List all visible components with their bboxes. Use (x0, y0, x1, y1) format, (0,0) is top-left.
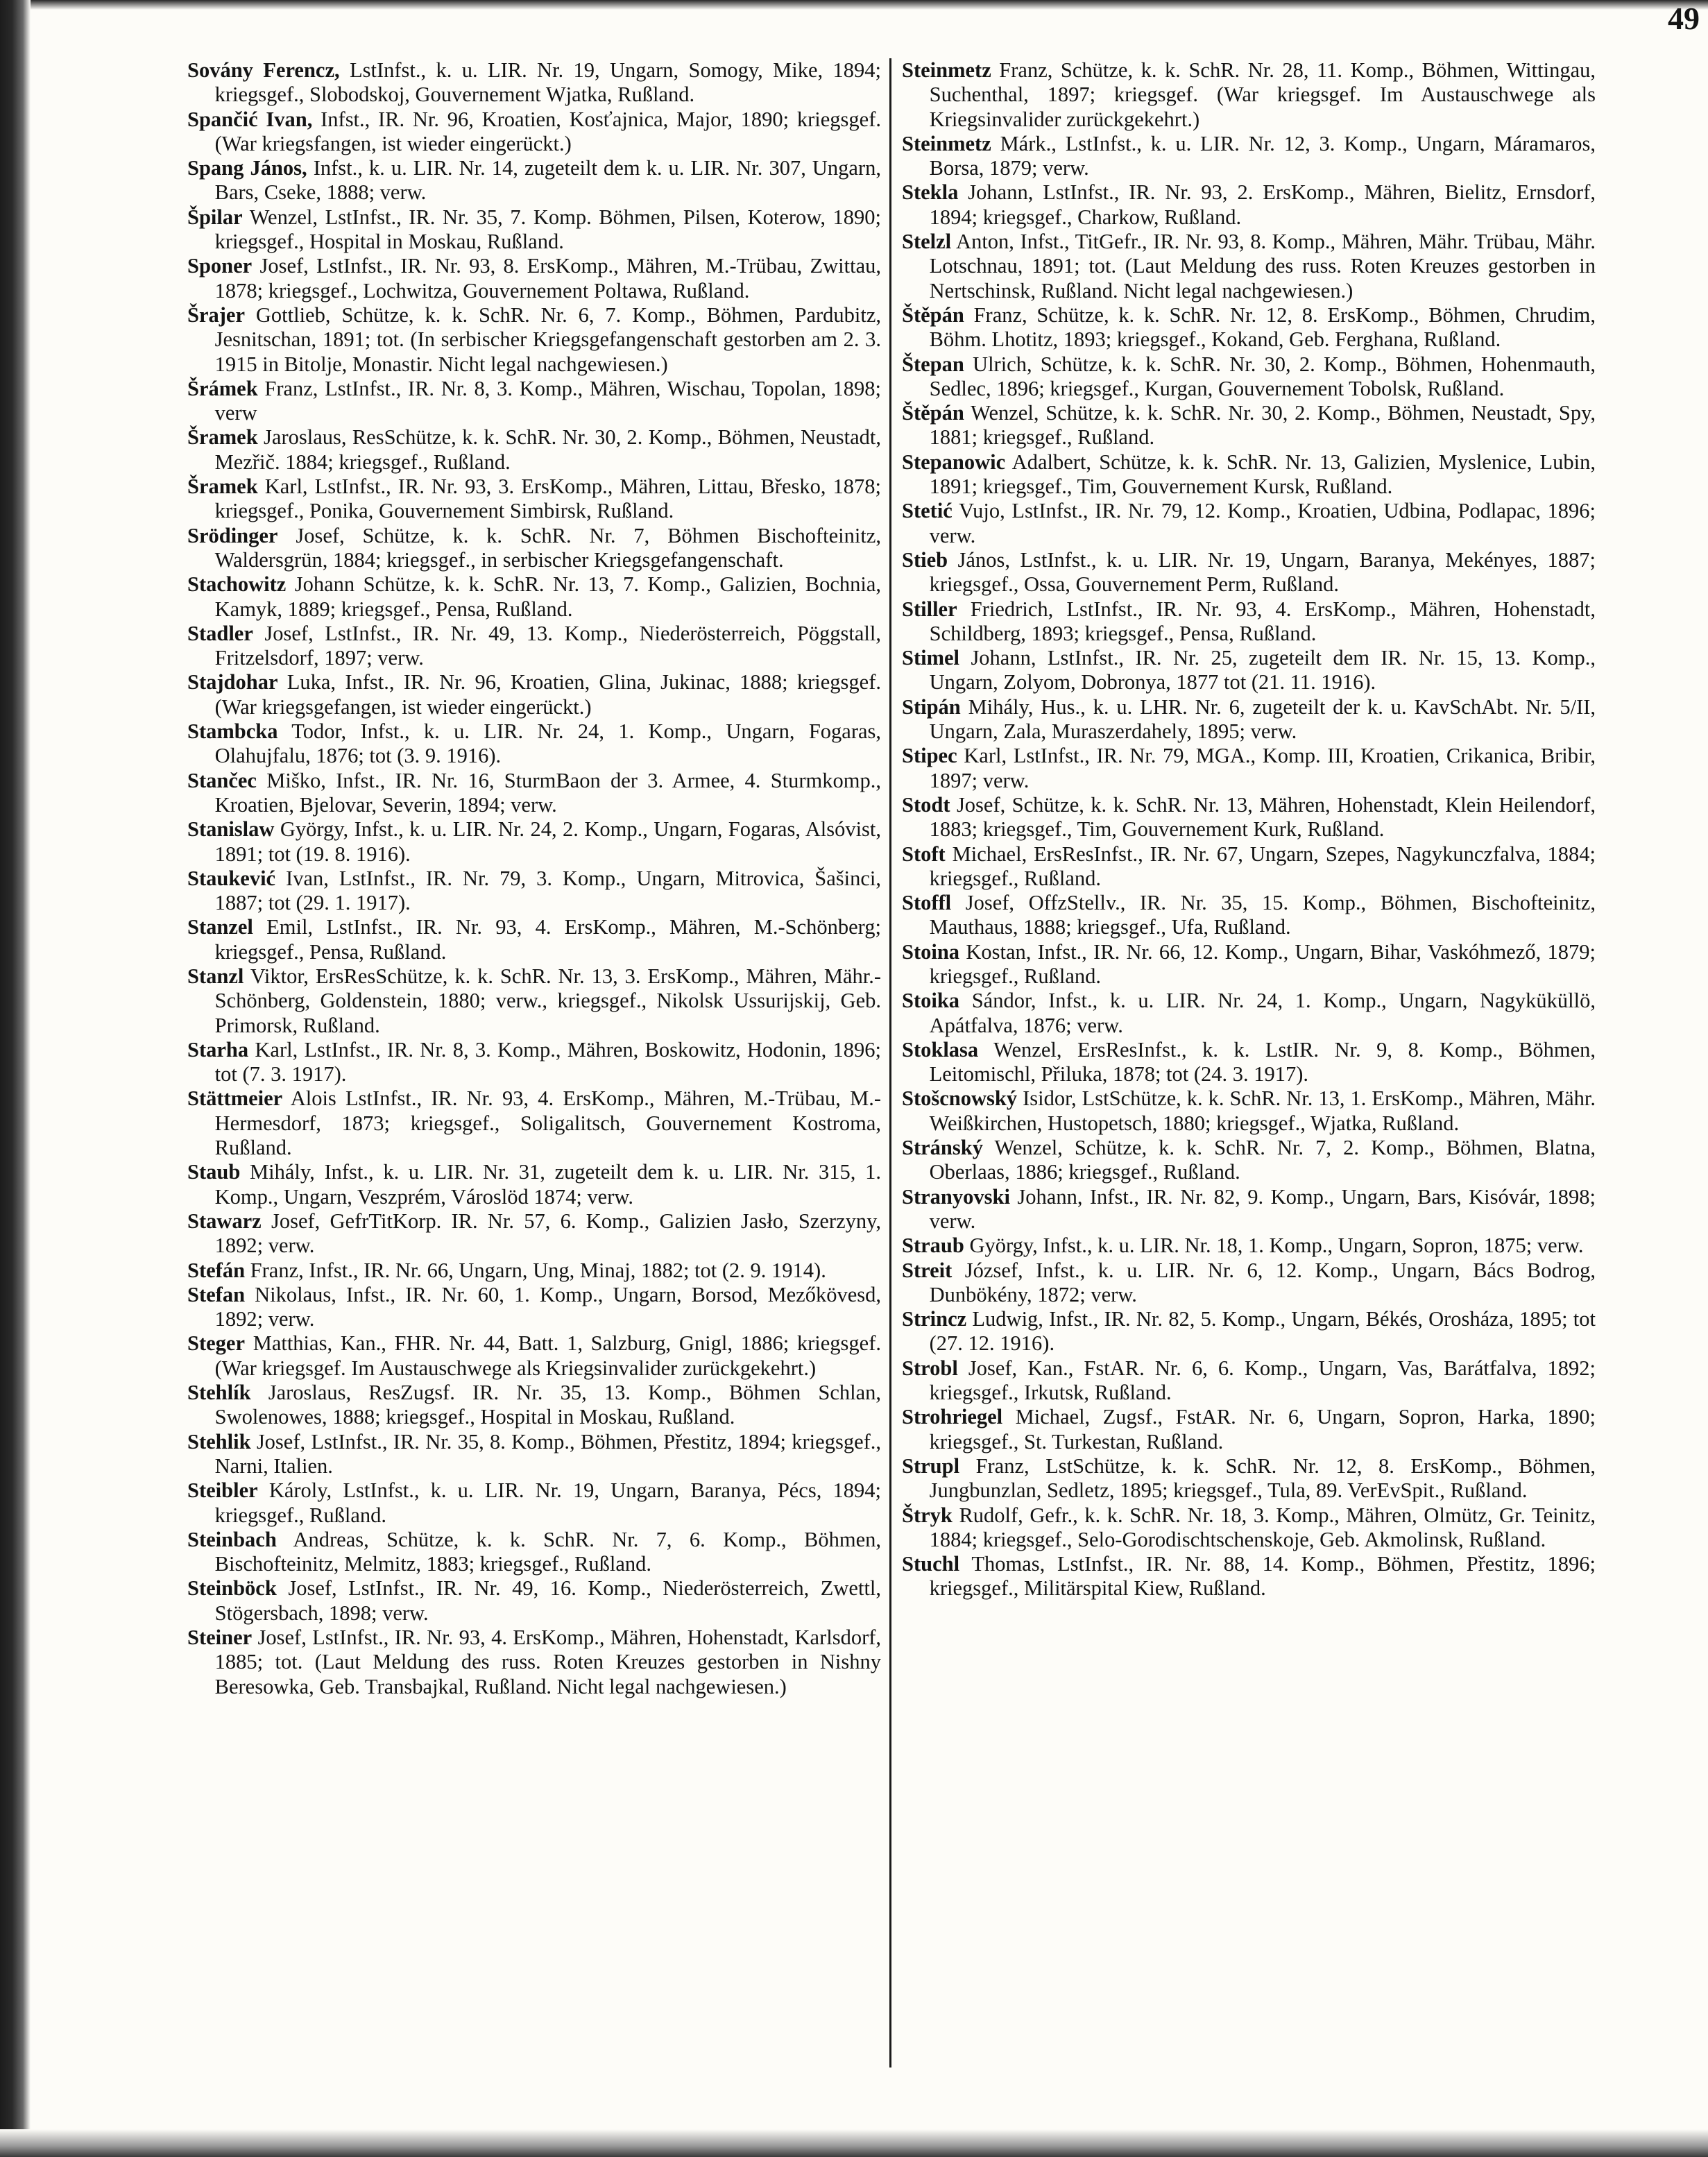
entry-details: Károly, LstInfst., k. u. LIR. Nr. 19, Ungarn, Baranya, Pécs, 1894; kriegsgef., Rußland. (214, 1478, 882, 1527)
entry-details: Ludwig, Infst., IR. Nr. 82, 5. Komp., Ungarn, Békés, Orosháza, 1895; tot (27. 12. 1916). (929, 1307, 1596, 1356)
entry-name: Stanzl (187, 964, 244, 988)
entry-name: Sponer (187, 254, 253, 278)
casualty-entry (902, 1552, 1596, 1601)
entry-name: Štěpán (902, 302, 964, 327)
entry-name: Stelzl (902, 230, 952, 254)
entry-details: Infst., IR. Nr. 96, Kroatien, Kosťajnica, Major, 1890; kriegsgef. (War kriegsfangen, ist wieder eingerückt.) (214, 107, 881, 155)
entry-details: Josef, Schütze, k. k. SchR. Nr. 13, Mähren, Hohenstadt, Klein Heilendorf, 1883; kriegsgef., Tim, Gouvernement Kurk, Rußland. (929, 792, 1596, 842)
entry-name: Steinmetz (902, 58, 991, 82)
entry-details: Josef, LstInfst., IR. Nr. 93, 4. ErsKomp., Mähren, Hohenstadt, Karlsdorf, 1885; tot. (Laut Meldung des russ. Roten Kreuzes gestorben in Nishny Beresowka, Geb. Transbajkal, Rußland. Nicht legal nachgewiesen.) (214, 1626, 882, 1698)
entry-details: Jaroslaus, ResSchütze, k. k. SchR. Nr. 30, 2. Komp., Böhmen, Neustadt, Mezřič. 1884; kriegsgef., Rußland. (214, 425, 882, 474)
entry-name: Stoika (902, 989, 960, 1013)
entry-details: Karl, LstInfst., IR. Nr. 93, 3. ErsKomp., Mähren, Littau, Břesko, 1878; kriegsgef., Ponika, Gouvernement Simbirsk, Rußland. (214, 475, 881, 523)
casualty-entry (187, 1626, 881, 1699)
casualty-entry (902, 352, 1596, 402)
casualty-entry (187, 817, 881, 867)
casualty-entry (902, 1307, 1596, 1356)
entry-name: Steger (187, 1331, 245, 1356)
entry-details: Vujo, LstInfst., IR. Nr. 79, 12. Komp., Kroatien, Udbina, Podlapac, 1896; verw. (929, 499, 1596, 547)
casualty-entry (187, 622, 881, 671)
casualty-entry (187, 719, 881, 769)
entry-name: Sovány Ferencz, (187, 58, 340, 82)
casualty-entry (902, 230, 1596, 303)
entry-details: Ulrich, Schütze, k. k. SchR. Nr. 30, 2. Komp., Böhmen, Hohenmauth, Sedlec, 1896; kriegsgef., Kurgan, Gouvernement Tobolsk, Rußland. (929, 352, 1596, 400)
casualty-entry (902, 1356, 1596, 1406)
entry-name: Steibler (187, 1478, 258, 1503)
entry-name: Strobl (902, 1356, 958, 1380)
casualty-entry (187, 1381, 881, 1430)
casualty-entry (187, 1283, 881, 1332)
entry-name: Stefán (187, 1258, 246, 1282)
entry-name: Stehlik (187, 1429, 251, 1453)
entry-name: Stetić (902, 499, 953, 523)
entry-name: Štěpán (902, 401, 964, 425)
entry-details: Wenzel, Schütze, k. k. SchR. Nr. 30, 2. Komp., Böhmen, Neustadt, Spy, 1881; kriegsgef., Rußland. (929, 401, 1596, 450)
entry-details: Wenzel, Schütze, k. k. SchR. Nr. 7, 2. Komp., Böhmen, Blatna, Oberlaas, 1886; kriegsgef., Rußland. (929, 1136, 1596, 1184)
entry-details: Michael, Zugsf., FstAR. Nr. 6, Ungarn, Sopron, Harka, 1890; kriegsgef., St. Turkestan, Rußland. (929, 1405, 1596, 1453)
casualty-entry (187, 108, 881, 157)
entry-details: Viktor, ErsResSchütze, k. k. SchR. Nr. 13, 3. ErsKomp., Mähren, Mähr.-Schönberg, Goldenstein, 1880; verw., kriegsgef., Nikolsk Ussurijskij, Geb. Primorsk, Rußland. (214, 964, 882, 1037)
entry-details: Franz, Schütze, k. k. SchR. Nr. 12, 8. ErsKomp., Böhmen, Chrudim, Böhm. Lhotitz, 1893; kriegsgef., Kokand, Geb. Ferghana, Rußland. (929, 302, 1596, 352)
entry-details: Andreas, Schütze, k. k. SchR. Nr. 7, 6. Komp., Böhmen, Bischofteinitz, Melmitz, 1883; kriegsgef., Rußland. (214, 1527, 881, 1576)
entry-details: János, LstInfst., k. u. LIR. Nr. 19, Ungarn, Baranya, Mekényes, 1887; kriegsgef., Ossa, Gouvernement Perm, Rußland. (929, 547, 1596, 597)
entry-details: Adalbert, Schütze, k. k. SchR. Nr. 13, Galizien, Myslenice, Lubin, 1891; kriegsgef., Tim, Gouvernement Kursk, Rußland. (929, 450, 1596, 499)
entry-name: Stawarz (187, 1209, 262, 1233)
entry-details: Wenzel, LstInfst., IR. Nr. 35, 7. Komp. Böhmen, Pilsen, Koterow, 1890; kriegsgef., Hospital in Moskau, Rußland. (214, 205, 881, 254)
entry-details: Johann Schütze, k. k. SchR. Nr. 13, 7. Komp., Galizien, Bochnia, Kamyk, 1889; kriegsgef., Pensa, Rußland. (214, 572, 881, 621)
casualty-entry (902, 597, 1596, 647)
casualty-entry (902, 744, 1596, 793)
entry-details: Luka, Infst., IR. Nr. 96, Kroatien, Glina, Jukinac, 1888; kriegsgef. (War kriegsgefangen, ist wieder eingerückt.) (214, 670, 882, 719)
casualty-entry (902, 132, 1596, 181)
casualty-entry (187, 254, 881, 303)
entry-details: Josef, LstInfst., IR. Nr. 49, 13. Komp., Niederösterreich, Pöggstall, Fritzelsdorf, 1897; verw. (214, 621, 881, 670)
entry-name: Strupl (902, 1453, 960, 1478)
entry-name: Stránský (902, 1136, 983, 1160)
entry-details: Franz, Schütze, k. k. SchR. Nr. 28, 11. Komp., Böhmen, Wittingau, Suchenthal, 1897; kriegsgef. (War kriegsgef. Im Austauschwege als Kriegsinvalider zurückgekehrt.) (929, 58, 1596, 131)
entry-details: Matthias, Kan., FHR. Nr. 44, Batt. 1, Salzburg, Gnigl, 1886; kriegsgef. (War kriegsgef. Im Austauschwege als Kriegsinvalider zurückgekehrt.) (214, 1331, 881, 1380)
casualty-entry (187, 58, 881, 108)
entry-name: Steiner (187, 1626, 253, 1649)
entry-details: Márk., LstInfst., k. u. LIR. Nr. 12, 3. Komp., Ungarn, Máramaros, Borsa, 1879; verw. (929, 131, 1596, 180)
left-column (187, 58, 881, 1699)
entry-name: Strincz (902, 1307, 967, 1331)
casualty-entry (902, 1185, 1596, 1234)
casualty-entry (902, 940, 1596, 989)
entry-details: József, Infst., k. u. LIR. Nr. 6, 12. Komp., Ungarn, Bács Bodrog, Dunbökény, 1872; verw. (929, 1258, 1596, 1306)
casualty-entry (902, 646, 1596, 695)
column-divider (889, 58, 891, 2068)
casualty-entry (902, 1259, 1596, 1308)
entry-name: Stoina (902, 939, 960, 964)
casualty-entry (187, 1331, 881, 1381)
entry-details: Josef, LstInfst., IR. Nr. 35, 8. Komp., Böhmen, Přestitz, 1894; kriegsgef., Narni, Italien. (214, 1429, 882, 1478)
casualty-entry (902, 891, 1596, 940)
entry-details: Emil, LstInfst., IR. Nr. 93, 4. ErsKomp., Mähren, M.-Schönberg; kriegsgef., Pensa, Rußland. (214, 915, 881, 964)
entry-details: Josef, GefrTitKorp. IR. Nr. 57, 6. Komp., Galizien Jasło, Szerzyny, 1892; verw. (214, 1209, 882, 1258)
entry-name: Srödinger (187, 523, 278, 547)
entry-name: Stanislaw (187, 817, 275, 842)
entry-name: Straub (902, 1234, 964, 1258)
casualty-entry (902, 1405, 1596, 1454)
entry-details: Infst., k. u. LIR. Nr. 14, zugeteilt dem k. u. LIR. Nr. 307, Ungarn, Bars, Cseke, 1888; verw. (214, 156, 881, 205)
entry-name: Steinböck (187, 1576, 277, 1601)
casualty-entry (187, 769, 881, 818)
entry-name: Steinbach (187, 1527, 277, 1551)
entry-details: Nikolaus, Infst., IR. Nr. 60, 1. Komp., Ungarn, Borsod, Mezőkövesd, 1892; verw. (214, 1282, 882, 1331)
casualty-entry (902, 303, 1596, 352)
entry-name: Stodt (902, 792, 950, 817)
casualty-entry (187, 303, 881, 377)
casualty-entry (187, 964, 881, 1038)
entry-name: Stoffl (902, 891, 952, 915)
entry-details: LstInfst., k. u. LIR. Nr. 19, Ungarn, Somogy, Mike, 1894; kriegsgef., Slobodskoj, Gouvernement Wjatka, Rußland. (214, 58, 882, 107)
entry-details: Ivan, LstInfst., IR. Nr. 79, 3. Komp., Ungarn, Mitrovica, Šašinci, 1887; tot (29. 1. 1917). (214, 866, 882, 915)
entry-name: Špilar (187, 205, 243, 229)
right-column (902, 58, 1596, 1601)
casualty-entry (187, 915, 881, 964)
entry-details: Isidor, LstSchütze, k. k. SchR. Nr. 13, 1. ErsKomp., Mähren, Mähr. Weißkirchen, Hustopetsch, 1880; kriegsgef., Wjatka, Rußland. (929, 1086, 1596, 1135)
entry-name: Stekla (902, 180, 959, 205)
entry-name: Stanzel (187, 915, 253, 939)
entry-name: Stoklasa (902, 1037, 979, 1062)
entry-name: Šramek (187, 425, 258, 450)
entry-details: Anton, Infst., TitGefr., IR. Nr. 93, 8. Komp., Mähren, Mähr. Trübau, Mähr. Lotschnau, 1891; tot. (Laut Meldung des russ. Roten Kreuzes gestorben in Nertschinsk, Rußland. Nicht legal nachgewiesen.) (929, 230, 1596, 302)
casualty-entry (187, 1576, 881, 1626)
entry-name: Stuchl (902, 1552, 960, 1576)
casualty-entry (187, 1038, 881, 1087)
casualty-entry (902, 401, 1596, 450)
casualty-entry (187, 1528, 881, 1577)
entry-name: Strohriegel (902, 1405, 1003, 1429)
casualty-entry (187, 205, 881, 255)
entry-details: Josef, Kan., FstAR. Nr. 6, 6. Komp., Ungarn, Vas, Barátfalva, 1892; kriegsgef., Irkutsk, Rußland. (929, 1356, 1596, 1405)
entry-name: Stiller (902, 597, 957, 621)
entry-name: Šrámek (187, 376, 258, 400)
entry-name: Šramek (187, 475, 258, 499)
casualty-entry (902, 989, 1596, 1038)
casualty-entry (902, 548, 1596, 597)
entry-name: Spang János, (187, 156, 307, 180)
casualty-entry (902, 1234, 1596, 1258)
casualty-entry (187, 572, 881, 622)
casualty-entry (902, 1136, 1596, 1185)
entry-details: Karl, LstInfst., IR. Nr. 8, 3. Komp., Mähren, Boskowitz, Hodonin, 1896; tot (7. 3. 1917). (214, 1037, 882, 1086)
entry-details: Sándor, Infst., k. u. LIR. Nr. 24, 1. Komp., Ungarn, Nagyküküllö, Apátfalva, 1876; verw. (929, 989, 1596, 1037)
casualty-entry (187, 1209, 881, 1259)
entry-name: Stančec (187, 768, 257, 792)
casualty-entry (902, 450, 1596, 500)
entry-name: Streit (902, 1258, 953, 1282)
entry-name: Štepan (902, 352, 964, 376)
casualty-entry (187, 867, 881, 916)
entry-details: Alois LstInfst., IR. Nr. 93, 4. ErsKomp., Mähren, M.-Trübau, M.-Hermesdorf, 1873; kriegsgef., Soligalitsch, Gouvernement Kostroma, Rußland. (214, 1086, 881, 1160)
casualty-entry (187, 1086, 881, 1160)
entry-name: Stoft (902, 842, 946, 866)
casualty-entry (902, 695, 1596, 744)
entry-details: Franz, Infst., IR. Nr. 66, Ungarn, Ung, Minaj, 1882; tot (2. 9. 1914). (250, 1258, 826, 1282)
entry-name: Stajdohar (187, 670, 278, 694)
page-edge-bottom (0, 2129, 1708, 2157)
casualty-entry (187, 475, 881, 524)
entry-name: Stachowitz (187, 572, 287, 597)
casualty-entry (187, 1478, 881, 1528)
entry-details: Mihály, Infst., k. u. LIR. Nr. 31, zugeteilt dem k. u. LIR. Nr. 315, 1. Komp., Ungarn, Veszprém, Városlöd 1874; verw. (214, 1160, 882, 1209)
entry-details: Johann, Infst., IR. Nr. 82, 9. Komp., Ungarn, Bars, Kisóvár, 1898; verw. (929, 1184, 1596, 1233)
entry-name: Stättmeier (187, 1086, 283, 1111)
entry-name: Stošcnowský (902, 1086, 1018, 1111)
entry-name: Starha (187, 1037, 249, 1062)
entry-name: Stranyovski (902, 1184, 1010, 1209)
entry-details: Friedrich, LstInfst., IR. Nr. 93, 4. ErsKomp., Mähren, Hohenstadt, Schildberg, 1893; kriegsgef., Pensa, Rußland. (929, 597, 1596, 645)
casualty-entry (187, 524, 881, 573)
entry-details: Johann, LstInfst., IR. Nr. 93, 2. ErsKomp., Mähren, Bielitz, Ernsdorf, 1894; kriegsgef., Charkow, Rußland. (929, 180, 1596, 229)
entry-details: Johann, LstInfst., IR. Nr. 25, zugeteilt dem IR. Nr. 15, 13. Komp., Ungarn, Zolyom, Dobronya, 1877 tot (21. 11. 1916). (929, 646, 1596, 694)
casualty-entry (187, 156, 881, 205)
entry-name: Stimel (902, 646, 960, 670)
casualty-entry (902, 1038, 1596, 1087)
casualty-entry (187, 1160, 881, 1209)
casualty-entry (902, 499, 1596, 548)
entry-details: Miško, Infst., IR. Nr. 16, SturmBaon der 3. Armee, 4. Sturmkomp., Kroatien, Bjelovar, Severin, 1894; verw. (214, 768, 881, 817)
entry-name: Stehlík (187, 1381, 251, 1405)
entry-name: Stipec (902, 744, 957, 768)
casualty-entry (187, 1430, 881, 1479)
casualty-entry (902, 58, 1596, 132)
entry-details: Josef, Schütze, k. k. SchR. Nr. 7, Böhmen Bischofteinitz, Waldersgrün, 1884; kriegsgef., in serbischer Kriegsgefangenschaft. (214, 523, 882, 572)
casualty-entry (187, 1259, 881, 1283)
entry-details: Karl, LstInfst., IR. Nr. 79, MGA., Komp. III, Kroatien, Crikanica, Bribir, 1897; verw. (929, 744, 1596, 792)
entry-details: Josef, OffzStellv., IR. Nr. 35, 15. Komp., Böhmen, Bischofteinitz, Mauthaus, 1888; kriegsgef., Ufa, Rußland. (929, 891, 1596, 939)
entry-name: Stefan (187, 1282, 246, 1306)
entry-details: Gottlieb, Schütze, k. k. SchR. Nr. 6, 7. Komp., Böhmen, Pardubitz, Jesnitschan, 1891; tot. (In serbischer Kriegsgefangenschaft gestorben am 2. 3. 1915 in Bitolje, Monastir. Nicht legal nachgewiesen.) (214, 302, 881, 376)
entry-details: Mihály, Hus., k. u. LHR. Nr. 6, zugeteilt der k. u. KavSchAbt. Nr. 5/II, Ungarn, Zala, Muraszerdahely, 1895; verw. (929, 694, 1596, 744)
casualty-entry (902, 793, 1596, 842)
casualty-entry (902, 1454, 1596, 1503)
entry-name: Staub (187, 1160, 241, 1184)
casualty-entry (187, 425, 881, 475)
casualty-entry (902, 180, 1596, 230)
entry-details: Franz, LstInfst., IR. Nr. 8, 3. Komp., Mähren, Wischau, Topolan, 1898; verw (214, 376, 881, 425)
entry-name: Šrajer (187, 302, 245, 327)
entry-details: Franz, LstSchütze, k. k. SchR. Nr. 12, 8. ErsKomp., Böhmen, Jungbunzlan, Sedletz, 1895; kriegsgef., Tula, 89. VerEvSpit., Rußland. (929, 1453, 1596, 1503)
entry-name: Steinmetz (902, 131, 991, 155)
casualty-entry (902, 1086, 1596, 1136)
casualty-entry (902, 1503, 1596, 1553)
entry-details: Wenzel, ErsResInfst., k. k. LstIR. Nr. 9, 8. Komp., Böhmen, Leitomischl, Přiluka, 1878; tot (24. 3. 1917). (929, 1037, 1596, 1086)
entry-name: Štryk (902, 1503, 953, 1527)
entry-details: Josef, LstInfst., IR. Nr. 49, 16. Komp., Niederösterreich, Zwettl, Stögersbach, 1898; verw. (214, 1576, 882, 1625)
entry-name: Stieb (902, 547, 948, 572)
entry-name: Stepanowic (902, 450, 1006, 474)
entry-name: Staukević (187, 866, 276, 890)
entry-details: Rudolf, Gefr., k. k. SchR. Nr. 18, 3. Komp., Mähren, Olmütz, Gr. Teinitz, 1884; kriegsgef., Selo-Gorodischtschenskoje, Geb. Akmolinsk, Rußland. (929, 1503, 1596, 1551)
entry-details: Josef, LstInfst., IR. Nr. 93, 8. ErsKomp., Mähren, M.-Trübau, Zwittau, 1878; kriegsgef., Lochwitza, Gouvernement Poltawa, Rußland. (214, 254, 882, 302)
entry-details: Michael, ErsResInfst., IR. Nr. 67, Ungarn, Szepes, Nagykunczfalva, 1884; kriegsgef., Rußland. (929, 842, 1596, 890)
entry-details: Todor, Infst., k. u. LIR. Nr. 24, 1. Komp., Ungarn, Fogaras, Olahujfalu, 1876; tot (3. 9. 1916). (214, 719, 882, 768)
entry-name: Stambcka (187, 719, 278, 744)
entry-details: Jaroslaus, ResZugsf. IR. Nr. 35, 13. Komp., Böhmen Schlan, Swolenowes, 1888; kriegsgef., Hospital in Moskau, Rußland. (214, 1381, 881, 1429)
entry-name: Spančić Ivan, (187, 107, 313, 131)
entry-details: György, Infst., k. u. LIR. Nr. 18, 1. Komp., Ungarn, Sopron, 1875; verw. (969, 1234, 1584, 1258)
casualty-entry (187, 670, 881, 719)
entry-name: Stadler (187, 621, 253, 645)
entry-details: Thomas, LstInfst., IR. Nr. 88, 14. Komp., Böhmen, Přestitz, 1896; kriegsgef., Militärspital Kiew, Rußland. (929, 1552, 1596, 1601)
page-edge-top (0, 0, 1708, 10)
entry-details: Kostan, Infst., IR. Nr. 66, 12. Komp., Ungarn, Bihar, Vaskóhmező, 1879; kriegsgef., Rußland. (929, 939, 1596, 988)
entry-name: Stipán (902, 694, 961, 719)
page-edge-left (0, 0, 31, 2157)
casualty-entry (187, 377, 881, 426)
page-number: 49 (1668, 1, 1700, 36)
casualty-entry (902, 842, 1596, 892)
entry-details: György, Infst., k. u. LIR. Nr. 24, 2. Komp., Ungarn, Fogaras, Alsóvist, 1891; tot (19. 8. 1916). (214, 817, 882, 866)
